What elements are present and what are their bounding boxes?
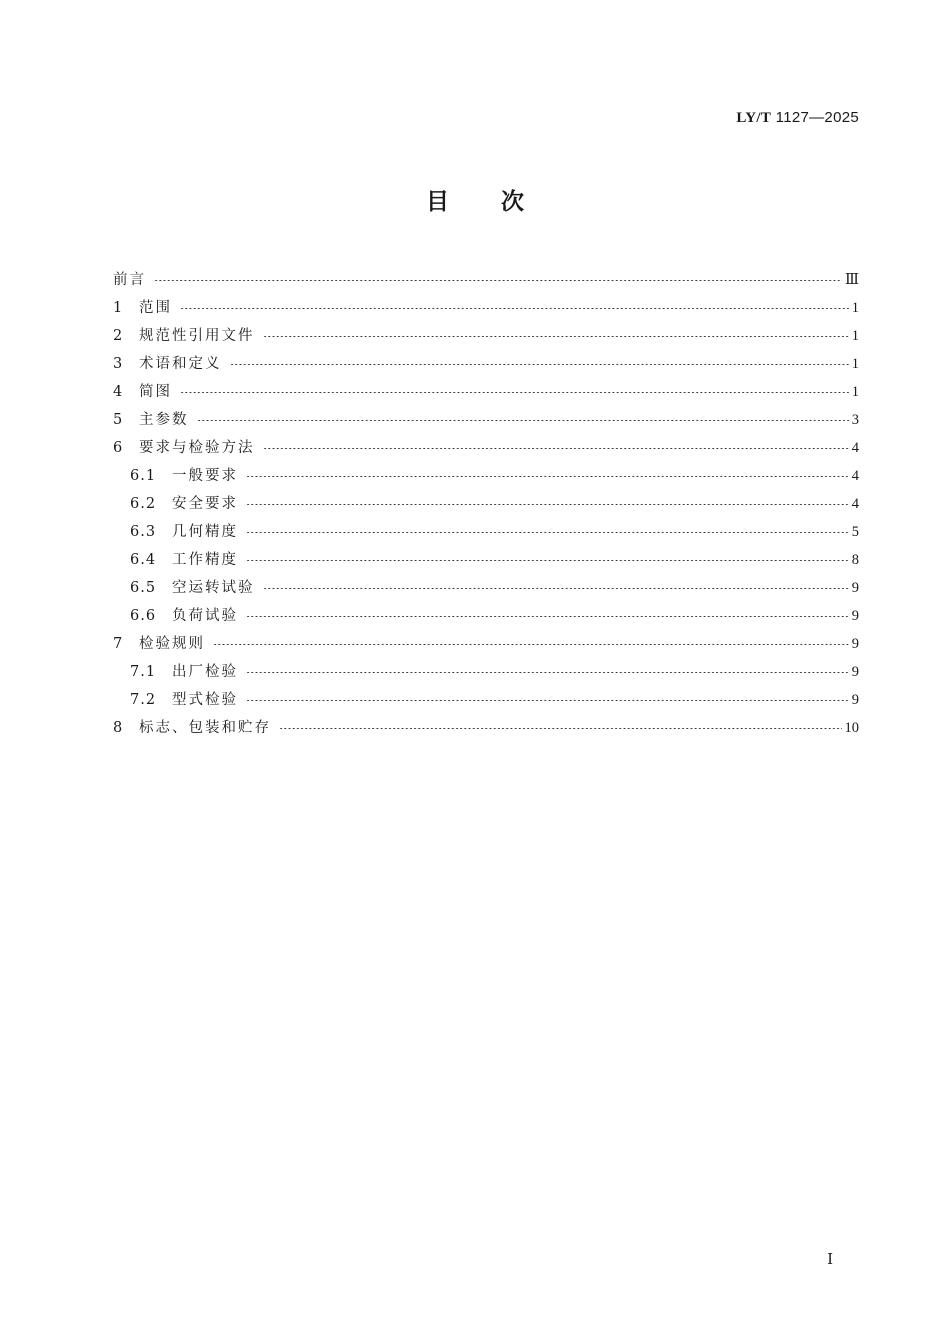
toc-entry-page: 9 bbox=[851, 608, 859, 624]
toc-entry[interactable] bbox=[113, 518, 859, 546]
toc-entry-page: 9 bbox=[851, 636, 859, 652]
toc-entry-number: 1 bbox=[113, 300, 124, 316]
toc-dot-leader bbox=[213, 644, 849, 645]
toc-entry-number: 7.1 bbox=[130, 664, 157, 680]
toc-entry-page: 9 bbox=[851, 692, 859, 708]
toc-entry[interactable] bbox=[113, 714, 859, 742]
toc-entry-number: 6 bbox=[113, 440, 124, 456]
toc-entry-label: 型式检验 bbox=[172, 692, 238, 708]
toc-entry-number: 6.3 bbox=[130, 524, 157, 540]
toc-entry-label: 工作精度 bbox=[172, 552, 238, 568]
toc-entry-label: 简图 bbox=[139, 384, 172, 400]
toc-dot-leader bbox=[246, 532, 849, 533]
toc-entry-page: 1 bbox=[851, 300, 859, 316]
toc-entry[interactable] bbox=[113, 462, 859, 490]
toc-dot-leader bbox=[246, 504, 849, 505]
toc-dot-leader bbox=[246, 476, 849, 477]
toc-entry[interactable] bbox=[113, 266, 859, 294]
toc-dot-leader bbox=[246, 700, 849, 701]
toc-entry[interactable] bbox=[113, 546, 859, 574]
toc-entry-label: 负荷试验 bbox=[172, 608, 238, 624]
toc-entry-label: 几何精度 bbox=[172, 524, 238, 540]
toc-entry-number: 6.6 bbox=[130, 608, 157, 624]
toc-entry-label: 规范性引用文件 bbox=[139, 328, 255, 344]
toc-entry[interactable] bbox=[113, 322, 859, 350]
toc-entry-label: 空运转试验 bbox=[172, 580, 255, 596]
toc-entry-label: 标志、包装和贮存 bbox=[139, 720, 271, 736]
toc-dot-leader bbox=[279, 728, 842, 729]
toc-entry-label: 检验规则 bbox=[139, 636, 205, 652]
toc-entry-page: Ⅲ bbox=[845, 272, 859, 288]
toc-entry-number: 5 bbox=[113, 412, 124, 428]
toc-entry-page: 4 bbox=[851, 496, 859, 512]
toc-entry-label: 要求与检验方法 bbox=[139, 440, 255, 456]
toc-entry-number: 6.1 bbox=[130, 468, 157, 484]
toc-dot-leader bbox=[180, 392, 849, 393]
toc-entry-page: 9 bbox=[851, 664, 859, 680]
toc-entry[interactable] bbox=[113, 574, 859, 602]
toc-entry[interactable] bbox=[113, 378, 859, 406]
toc-entry-page: 4 bbox=[851, 440, 859, 456]
toc-entry-page: 9 bbox=[851, 580, 859, 596]
toc-dot-leader bbox=[263, 588, 849, 589]
toc-entry[interactable] bbox=[113, 630, 859, 658]
toc-entry-label: 一般要求 bbox=[172, 468, 238, 484]
toc-entry[interactable] bbox=[113, 294, 859, 322]
toc-dot-leader bbox=[154, 280, 842, 281]
toc-entry[interactable] bbox=[113, 686, 859, 714]
toc-entry-number: 4 bbox=[113, 384, 124, 400]
toc-dot-leader bbox=[246, 616, 849, 617]
toc-entry-number: 6.2 bbox=[130, 496, 157, 512]
toc-entry-number: 7.2 bbox=[130, 692, 157, 708]
toc-entry-number: 6.4 bbox=[130, 552, 157, 568]
toc-dot-leader bbox=[246, 560, 849, 561]
toc-entry[interactable] bbox=[113, 602, 859, 630]
standard-code-prefix: LY/T bbox=[736, 110, 772, 126]
toc-dot-leader bbox=[263, 336, 849, 337]
table-of-contents bbox=[113, 266, 859, 742]
toc-dot-leader bbox=[197, 420, 849, 421]
toc-entry-number: 7 bbox=[113, 636, 124, 652]
toc-entry-page: 8 bbox=[851, 552, 859, 568]
toc-entry[interactable] bbox=[113, 490, 859, 518]
toc-entry-number: 3 bbox=[113, 356, 124, 372]
toc-entry[interactable] bbox=[113, 350, 859, 378]
toc-entry-number: 6.5 bbox=[130, 580, 157, 596]
toc-entry-page: 5 bbox=[851, 524, 859, 540]
toc-entry-number: 2 bbox=[113, 328, 124, 344]
toc-entry-page: 3 bbox=[851, 412, 859, 428]
toc-entry-label: 出厂检验 bbox=[172, 664, 238, 680]
toc-dot-leader bbox=[246, 672, 849, 673]
toc-entry-page: 10 bbox=[844, 720, 859, 736]
toc-entry[interactable] bbox=[113, 406, 859, 434]
toc-entry-page: 4 bbox=[851, 468, 859, 484]
toc-entry-label: 范围 bbox=[139, 300, 172, 316]
standard-code-number: 1127—2025 bbox=[775, 109, 859, 126]
toc-dot-leader bbox=[180, 308, 849, 309]
toc-entry-label: 术语和定义 bbox=[139, 356, 222, 372]
toc-title: 目次 bbox=[426, 189, 576, 215]
standard-code bbox=[736, 109, 859, 127]
toc-entry-page: 1 bbox=[851, 384, 859, 400]
toc-entry[interactable] bbox=[113, 658, 859, 686]
toc-entry-label: 前言 bbox=[113, 272, 146, 288]
toc-entry-page: 1 bbox=[851, 356, 859, 372]
toc-entry[interactable] bbox=[113, 434, 859, 462]
page-number: Ⅰ bbox=[827, 1252, 833, 1268]
toc-dot-leader bbox=[230, 364, 849, 365]
toc-entry-label: 主参数 bbox=[139, 412, 189, 428]
toc-dot-leader bbox=[263, 448, 849, 449]
toc-entry-number: 8 bbox=[113, 720, 124, 736]
toc-entry-label: 安全要求 bbox=[172, 496, 238, 512]
toc-entry-page: 1 bbox=[851, 328, 859, 344]
